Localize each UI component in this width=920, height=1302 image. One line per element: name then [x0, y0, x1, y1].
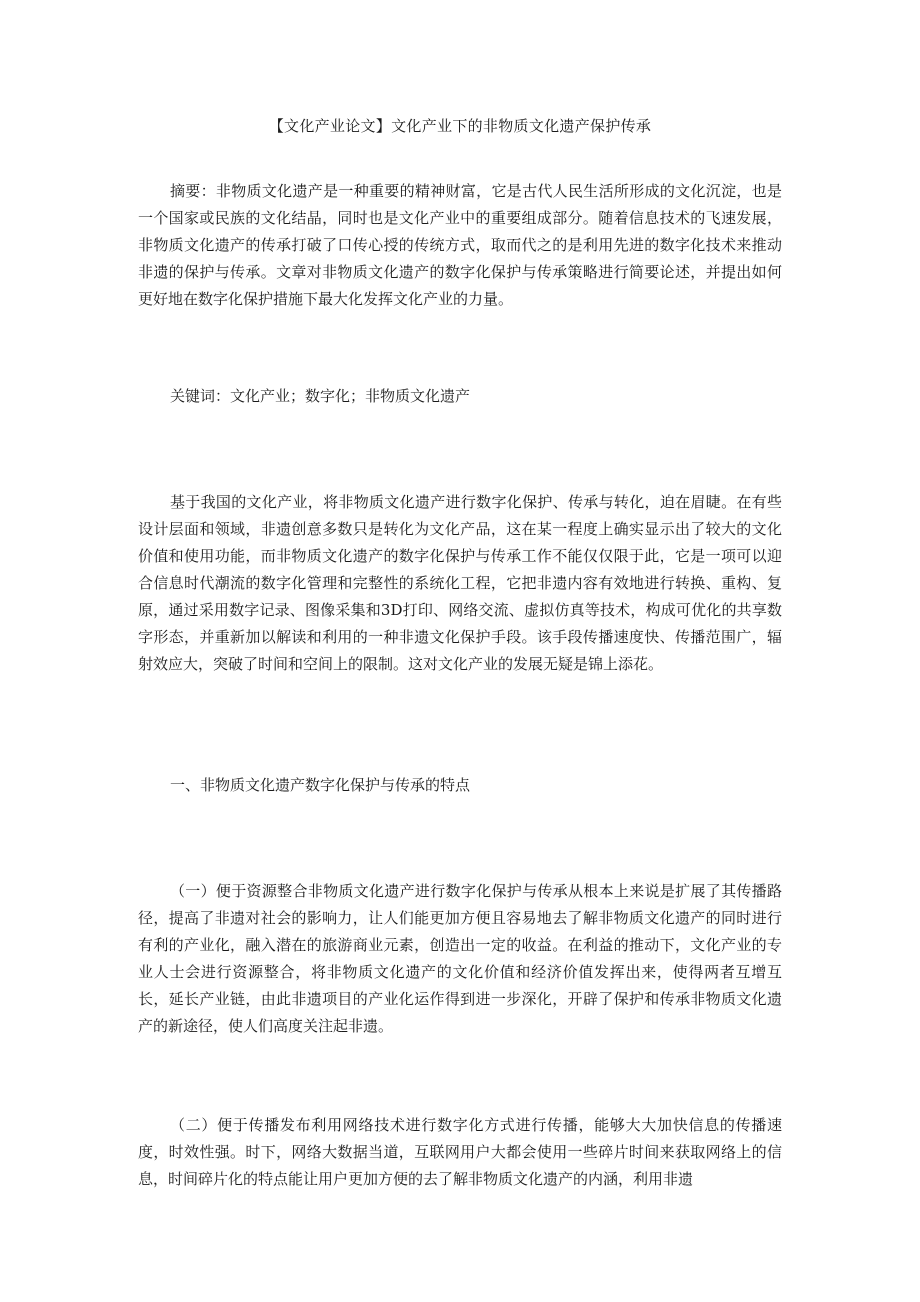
document-title: 【文化产业论文】文化产业下的非物质文化遗产保护传承 — [268, 117, 652, 135]
keywords-line: 关键词：文化产业；数字化；非物质文化遗产 — [170, 387, 471, 405]
subsection-1-paragraph: （一）便于资源整合非物质文化遗产进行数字化保护与传承从根本上来说是扩展了其传播路径，提高了非遗对社会的影响力，让人们能更加方便且容易地去了解非物质文化遗产的同时进行有利的产业化，融入潜在的旅游商业元素，创造出一定的收益。在利益的推动下，文化产业的专业人士会进行资源整合，将非物质文化遗产的文化价值和经济价值发挥出来，使得两者互增互长，延长产业链，由此非遗项目的产业化运作得到进一步深化，开辟了保护和传承非物质文化遗产的新途径，使人们高度关注起非遗。 — [138, 882, 782, 1035]
abstract-paragraph: 摘要：非物质文化遗产是一种重要的精神财富，它是古代人民生活所形成的文化沉淀，也是一个国家或民族的文化结晶，同时也是文化产业中的重要组成部分。随着信息技术的飞速发展，非物质文化遗产的传承打破了口传心授的传统方式，取而代之的是利用先进的数字化技术来推动非遗的保护与传承。文章对非物质文化遗产的数字化保护与传承策略进行简要论述，并提出如何更好地在数字化保护措施下最大化发挥文化产业的力量。 — [138, 182, 782, 308]
section-heading: 一、非物质文化遗产数字化保护与传承的特点 — [170, 776, 471, 794]
subsection-2-paragraph: （二）便于传播发布利用网络技术进行数字化方式进行传播，能够大大加快信息的传播速度，时效性强。时下，网络大数据当道，互联网用户大都会使用一些碎片时间来获取网络上的信息，时间碎片化的特点能让用户更加方便的去了解非物质文化遗产的内涵，利用非遗 — [138, 1116, 782, 1188]
intro-paragraph: 基于我国的文化产业，将非物质文化遗产进行数字化保护、传承与转化，迫在眉睫。在有些设计层面和领域，非遗创意多数只是转化为文化产品，这在某一程度上确实显示出了较大的文化价值和使用功能，而非物质文化遗产的数字化保护与传承工作不能仅仅限于此，它是一项可以迎合信息时代潮流的数字化管理和完整性的系统化工程，它把非遗内容有效地进行转换、重构、复原，通过采用数字记录、图像采集和3D打印、网络交流、虚拟仿真等技术，构成可优化的共享数字形态，并重新加以解读和利用的一种非遗文化保护手段。该手段传播速度快、传播范围广，辐射效应大，突破了时间和空间上的限制。这对文化产业的发展无疑是锦上添花。 — [138, 493, 782, 673]
